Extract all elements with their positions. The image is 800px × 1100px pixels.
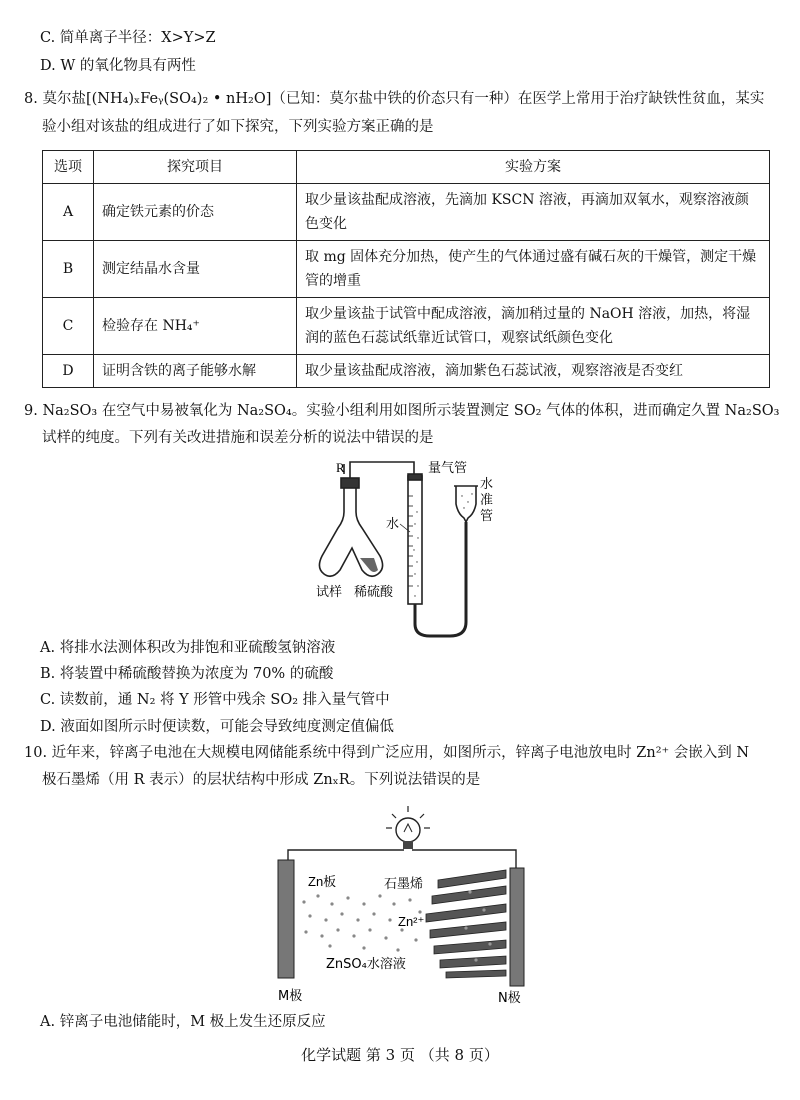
- label-level-2: 准: [480, 493, 494, 508]
- leveling-tube: [456, 486, 476, 522]
- q9-stem-line1: 9. Na₂SO₃ 在空气中易被氧化为 Na₂SO₄。实验小组利用如图所示装置测定 SO₂ 气体的体积，进而确定久置 Na₂SO₃: [24, 403, 780, 419]
- row-c-option: C: [43, 298, 94, 355]
- q9-option-b: B. 将装置中稀硫酸替换为浓度为 70% 的硫酸: [40, 666, 334, 682]
- zinc-battery-figure: [270, 800, 540, 1010]
- row-a-option: A: [43, 184, 94, 241]
- label-solution: ZnSO₄水溶液: [326, 957, 406, 972]
- q8-experiment-table: [42, 150, 770, 388]
- q7-option-d: D. W 的氧化物具有两性: [40, 58, 196, 74]
- row-d-option: D: [43, 355, 94, 388]
- label-level-3: 管: [480, 509, 494, 524]
- connecting-tube: [350, 462, 414, 478]
- label-sample: 试样: [316, 585, 343, 600]
- label-m-electrode: M极: [278, 989, 303, 1004]
- table-row: [43, 241, 770, 298]
- header-plan: 实验方案: [297, 151, 770, 184]
- row-d-item: 证明含铁的离子能够水解: [94, 355, 297, 388]
- stopper: [341, 478, 359, 488]
- row-c-plan: 取少量该盐于试管中配成溶液，滴加稍过量的 NaOH 溶液，加热，将湿润的蓝色石蕊试纸靠近试管口，观察试纸颜色变化: [297, 298, 770, 355]
- table-row: [43, 184, 770, 241]
- header-item: 探究项目: [94, 151, 297, 184]
- row-c-item: 检验存在 NH₄⁺: [94, 298, 297, 355]
- row-b-option: B: [43, 241, 94, 298]
- q8-stem-line1: 8. 莫尔盐[(NH₄)ₓFeᵧ(SO₄)₂ • nH₂O]（已知：莫尔盐中铁的价态只有一种）在医学上常用于治疗缺铁性贫血，某实: [24, 91, 765, 107]
- q9-stem-line2: 试样的纯度。下列有关改进措施和误差分析的说法中错误的是: [42, 430, 434, 446]
- q10-option-a: A. 锌离子电池储能时，M 极上发生还原反应: [40, 1014, 326, 1030]
- label-gas-tube: 量气管: [428, 461, 468, 476]
- q10-stem-line2: 极石墨烯（用 R 表示）的层状结构中形成 ZnₓR。下列说法错误的是: [42, 772, 481, 788]
- label-water: 水: [386, 517, 400, 532]
- page-footer: 化学试题 第 3 页 （共 8 页）: [301, 1046, 499, 1064]
- q10-stem-line1: 10. 近年来，锌离子电池在大规模电网储能系统中得到广泛应用，如图所示，锌离子电池放电时 Zn²⁺ 会嵌入到 N: [24, 745, 750, 761]
- table-header-row: [43, 151, 770, 184]
- q8-stem-line2: 验小组对该盐的组成进行了如下探究，下列实验方案正确的是: [42, 119, 434, 135]
- m-electrode-plate: [278, 860, 294, 978]
- gas-measuring-tube: [408, 476, 422, 604]
- row-d-plan: 取少量该盐配成溶液，滴加紫色石蕊试液，观察溶液是否变红: [297, 355, 770, 388]
- row-a-item: 确定铁元素的价态: [94, 184, 297, 241]
- label-zn-plate: Zn板: [308, 874, 337, 889]
- light-bulb-icon: [386, 806, 430, 849]
- graphene-layers: [426, 870, 506, 978]
- label-level-1: 水: [480, 477, 494, 492]
- header-option: 选项: [43, 151, 94, 184]
- q7-option-c: C. 简单离子半径：X>Y>Z: [40, 30, 216, 46]
- table-row: [43, 355, 770, 388]
- label-r: R: [336, 460, 345, 475]
- label-dilute-acid: 稀硫酸: [354, 585, 394, 600]
- q9-option-a: A. 将排水法测体积改为排饱和亚硫酸氢钠溶液: [40, 640, 336, 656]
- label-n-electrode: N极: [498, 991, 521, 1006]
- row-b-item: 测定结晶水含量: [94, 241, 297, 298]
- table-row: [43, 298, 770, 355]
- row-a-plan: 取少量该盐配成溶液，先滴加 KSCN 溶液，再滴加双氧水，观察溶液颜色变化: [297, 184, 770, 241]
- label-zn-ion: Zn²⁺: [398, 914, 425, 929]
- q9-option-d: D. 液面如图所示时便读数，可能会导致纯度测定值偏低: [40, 719, 394, 735]
- gas-apparatus-figure: [300, 452, 510, 640]
- n-electrode-plate: [510, 868, 524, 986]
- q9-option-c: C. 读数前，通 N₂ 将 Y 形管中残余 SO₂ 排入量气管中: [40, 692, 390, 708]
- row-b-plan: 取 mg 固体充分加热，使产生的气体通过盛有碱石灰的干燥管，测定干燥管的增重: [297, 241, 770, 298]
- label-graphene: 石墨烯: [384, 877, 424, 892]
